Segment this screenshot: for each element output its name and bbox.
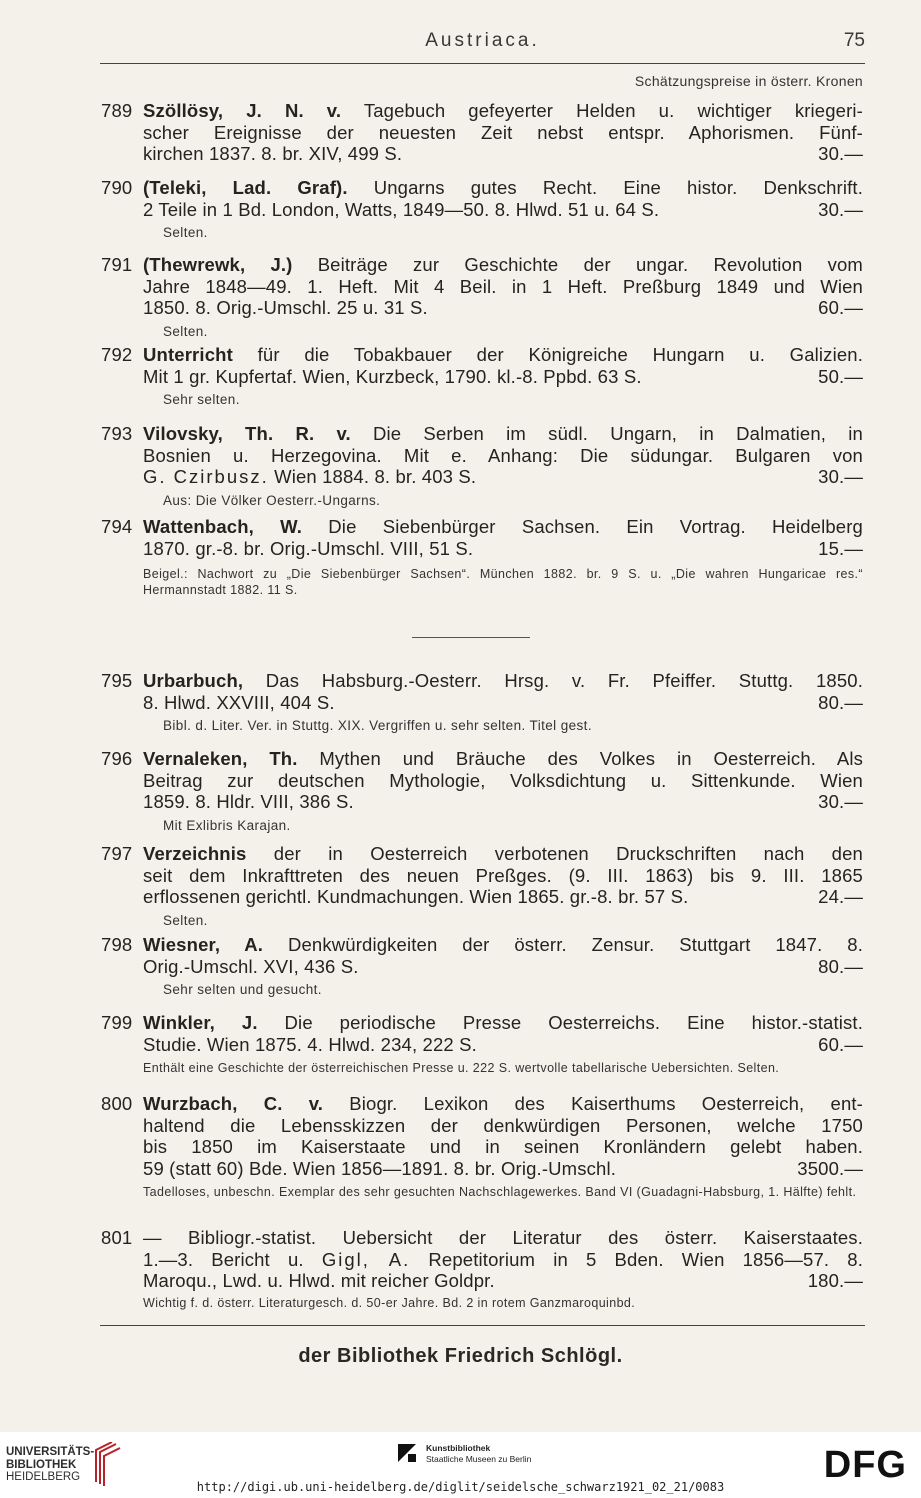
catalog-entry-798: [101, 934, 863, 998]
entry-note: Beigel.: Nachwort zu „Die Siebenbürger Sachsen“. München 1882. br. 9 S. u. „Die wahren Hungaricae res.“ Hermannstadt 1882. 11 S.: [143, 567, 863, 597]
entry-author: Wiesner, A.: [143, 934, 264, 955]
entry-text: 1850. 8. Orig.-Umschl. 25 u. 31 S.: [143, 297, 428, 318]
entry-author: Vilovsky, Th. R. v.: [143, 423, 351, 444]
price-estimate-note: Schätzungspreise in österr. Kronen: [634, 73, 863, 89]
header-rule: [100, 63, 865, 64]
entry-text: Beitrag zur deutschen Mythologie, Volksdichtung u. Sittenkunde. Wien: [143, 769, 863, 791]
entry-text: seit dem Inkrafttreten des neuen Preßges. (9. III. 1863) bis 9. III. 1865: [143, 864, 863, 886]
entry-author: Verzeichnis: [143, 843, 247, 864]
entry-note: Bibl. d. Liter. Ver. in Stuttg. XIX. Vergriffen u. sehr selten. Titel gest.: [163, 718, 592, 733]
entry-note: Selten.: [163, 912, 208, 928]
footer-rule: [100, 1325, 865, 1326]
ub-logo-line: HEIDELBERG: [6, 1471, 81, 1483]
collection-caption: der Bibliothek Friedrich Schlögl.: [298, 1345, 623, 1367]
catalog-entry-792: [101, 344, 863, 408]
entry-text: scher Ereignisse der neuesten Zeit nebst entspr. Aphorismen. Fünf-: [143, 121, 863, 143]
entry-author: (Thewrewk, J.): [143, 254, 293, 275]
entry-text: 1.—3. Bericht u.: [143, 1248, 304, 1270]
entry-text: der in Oesterreich verbotenen Druckschriften nach den: [273, 843, 863, 864]
catalog-entry-791: [101, 254, 863, 339]
dfg-logo[interactable]: DFG: [823, 1444, 907, 1486]
catalog-entry-801: [101, 1227, 863, 1311]
entry-text: erflossenen gerichtl. Kundmachungen. Wien 1865. gr.-8. br. 57 S.: [143, 886, 689, 907]
source-url[interactable]: http://digi.ub.uni-heidelberg.de/diglit/seidelsche_schwarz1921_02_21/0083: [196, 1480, 725, 1494]
entry-price: 30.—: [818, 143, 863, 164]
entry-author-ref: Gigl, A.: [321, 1248, 411, 1270]
entry-number: 798: [101, 934, 133, 955]
entry-note: Enthält eine Geschichte der österreichischen Presse u. 222 S. wertvolle tabellarische Uebersichten. Selten.: [143, 1061, 780, 1075]
entry-text: 1870. gr.-8. br. Orig.-Umschl. VIII, 51 S.: [143, 537, 474, 559]
entry-note: Selten.: [163, 225, 208, 240]
ub-heidelberg-logo[interactable]: [6, 1446, 94, 1484]
catalog-entry-789: [101, 100, 863, 165]
entry-text: bis 1850 im Kaiserstaate und in seinen Kronländern gelebt haben.: [143, 1136, 863, 1157]
entry-price: 180.—: [807, 1270, 863, 1291]
entry-note: Sehr selten.: [163, 392, 240, 407]
entry-author: Winkler, J.: [143, 1012, 258, 1033]
entry-text: Biogr. Lexikon des Kaiserthums Oesterreich, ent-: [349, 1093, 863, 1114]
kunstbibliothek-label: [426, 1443, 531, 1465]
catalog-entry-800: [101, 1093, 863, 1201]
kunstbibliothek-logo-icon: [398, 1444, 416, 1462]
entry-author: Szöllösy, J. N. v.: [143, 100, 342, 121]
entry-price: 30.—: [818, 198, 863, 220]
kb-line: Kunstbibliothek: [426, 1443, 491, 1453]
entry-text: Mit 1 gr. Kupfertaf. Wien, Kurzbeck, 1790. kl.-8. Ppbd. 63 S.: [143, 365, 642, 387]
entry-author: Wurzbach, C. v.: [143, 1093, 324, 1114]
entry-text: Bosnien u. Herzegovina. Mit e. Anhang: Die südungar. Bulgaren von: [143, 444, 863, 466]
entry-text: Studie. Wien 1875. 4. Hlwd. 234, 222 S.: [143, 1033, 477, 1055]
entry-text: Die periodische Presse Oesterreichs. Eine histor.-statist.: [284, 1012, 863, 1033]
ub-logo-line: UNIVERSITÄTS-: [6, 1446, 95, 1458]
entry-number: 792: [101, 344, 133, 365]
entry-number: 800: [101, 1093, 133, 1114]
catalog-entry-795: [101, 670, 863, 734]
section-divider: [412, 637, 530, 638]
entry-price: 30.—: [818, 466, 863, 487]
entry-price: 15.—: [818, 537, 863, 559]
entry-text: — Bibliogr.-statist. Uebersicht der Literatur des österr. Kaiserstaates.: [143, 1227, 863, 1248]
entry-text: Maroqu., Lwd. u. Hlwd. mit reicher Goldpr.: [143, 1270, 495, 1291]
entry-number: 793: [101, 423, 133, 444]
entry-price: 80.—: [818, 691, 863, 713]
entry-text: Beiträge zur Geschichte der ungar. Revolution vom: [317, 254, 863, 275]
entry-note: Tadelloses, unbeschn. Exemplar des sehr gesuchten Nachschlagewerkes. Band VI (Guadagni-Habsburg, 1. Hälfte) fehlt.: [143, 1185, 857, 1199]
entry-note: Selten.: [163, 323, 208, 339]
entry-price: 60.—: [818, 1033, 863, 1055]
entry-number: 799: [101, 1012, 133, 1033]
entry-author: Wattenbach, W.: [143, 516, 303, 537]
entry-author: (Teleki, Lad. Graf).: [143, 177, 348, 198]
catalog-entry-799: [101, 1012, 863, 1077]
entry-price: 3500.—: [797, 1157, 863, 1179]
entry-text: 1859. 8. Hldr. VIII, 386 S.: [143, 791, 354, 812]
entry-text: Wien 1884. 8. br. 403 S.: [274, 466, 477, 487]
entry-text: für die Tobakbauer der Königreiche Hungarn u. Galizien.: [257, 344, 863, 365]
entry-text: Denkwürdigkeiten der österr. Zensur. Stuttgart 1847. 8.: [287, 934, 864, 955]
entry-text: 2 Teile in 1 Bd. London, Watts, 1849—50. 8. Hlwd. 51 u. 64 S.: [143, 198, 660, 220]
entry-text: Das Habsburg.-Oesterr. Hrsg. v. Fr. Pfeiffer. Stuttg. 1850.: [265, 670, 863, 691]
entry-text: haltend die Lebensskizzen der denkwürdigen Personen, welche 1750: [143, 1114, 863, 1136]
entry-note: Sehr selten und gesucht.: [163, 982, 322, 997]
catalog-entry-794: [101, 516, 863, 598]
entry-text: kirchen 1837. 8. br. XIV, 499 S.: [143, 143, 403, 164]
entry-text: Orig.-Umschl. XVI, 436 S.: [143, 955, 359, 977]
catalog-entry-797: [101, 843, 863, 928]
entry-note: Wichtig f. d. österr. Literaturgesch. d. 50-er Jahre. Bd. 2 in rotem Ganzmaroquinbd.: [143, 1295, 636, 1310]
entry-number: 791: [101, 254, 133, 275]
entry-number: 794: [101, 516, 133, 537]
entry-number: 790: [101, 177, 133, 198]
entry-number: 796: [101, 748, 133, 769]
entry-number: 801: [101, 1227, 133, 1248]
entry-number: 795: [101, 670, 133, 691]
entry-text: Die Siebenbürger Sachsen. Ein Vortrag. Heidelberg: [328, 516, 863, 537]
entry-text: Die Serben im südl. Ungarn, in Dalmatien, in: [373, 423, 863, 444]
entry-note: Aus: Die Völker Oesterr.-Ungarns.: [163, 492, 381, 508]
entry-author: Vernaleken, Th.: [143, 748, 298, 769]
entry-text: Jahre 1848—49. 1. Heft. Mit 4 Beil. in 1 Heft. Preßburg 1849 und Wien: [143, 275, 863, 297]
entry-text: Mythen und Bräuche des Volkes in Oesterreich. Als: [319, 748, 863, 769]
entry-price: 80.—: [818, 955, 863, 977]
entry-text: 59 (statt 60) Bde. Wien 1856—1891. 8. br. Orig.-Umschl.: [143, 1157, 617, 1179]
entry-price: 50.—: [818, 365, 863, 387]
entry-price: 30.—: [818, 791, 863, 812]
entry-text: Ungarns gutes Recht. Eine histor. Denkschrift.: [373, 177, 863, 198]
entry-text: Repetitorium in 5 Bden. Wien 1856—57. 8.: [428, 1248, 864, 1270]
entry-text: 8. Hlwd. XXVIII, 404 S.: [143, 691, 335, 713]
entry-number: 789: [101, 100, 133, 121]
entry-author: Urbarbuch,: [143, 670, 244, 691]
page-header: [100, 30, 865, 58]
entry-note: Mit Exlibris Karajan.: [163, 817, 291, 833]
running-title: Austriaca.: [425, 30, 540, 51]
catalog-entry-793: [101, 423, 863, 508]
entry-text: Tagebuch gefeyerter Helden u. wichtiger kriegeri-: [363, 100, 863, 121]
entry-author-ref: G. Czirbusz.: [143, 466, 269, 487]
entry-author: Unterricht: [143, 344, 233, 365]
kb-line: Staatliche Museen zu Berlin: [426, 1454, 532, 1464]
catalog-entry-790: [101, 177, 863, 241]
entry-number: 797: [101, 843, 133, 864]
entry-price: 24.—: [818, 886, 863, 907]
catalog-entry-796: [101, 748, 863, 833]
ub-logo-line: BIBLIOTHEK: [6, 1458, 77, 1471]
entry-price: 60.—: [818, 297, 863, 318]
digitization-footer: [0, 1432, 921, 1498]
page-number: 75: [843, 30, 865, 51]
